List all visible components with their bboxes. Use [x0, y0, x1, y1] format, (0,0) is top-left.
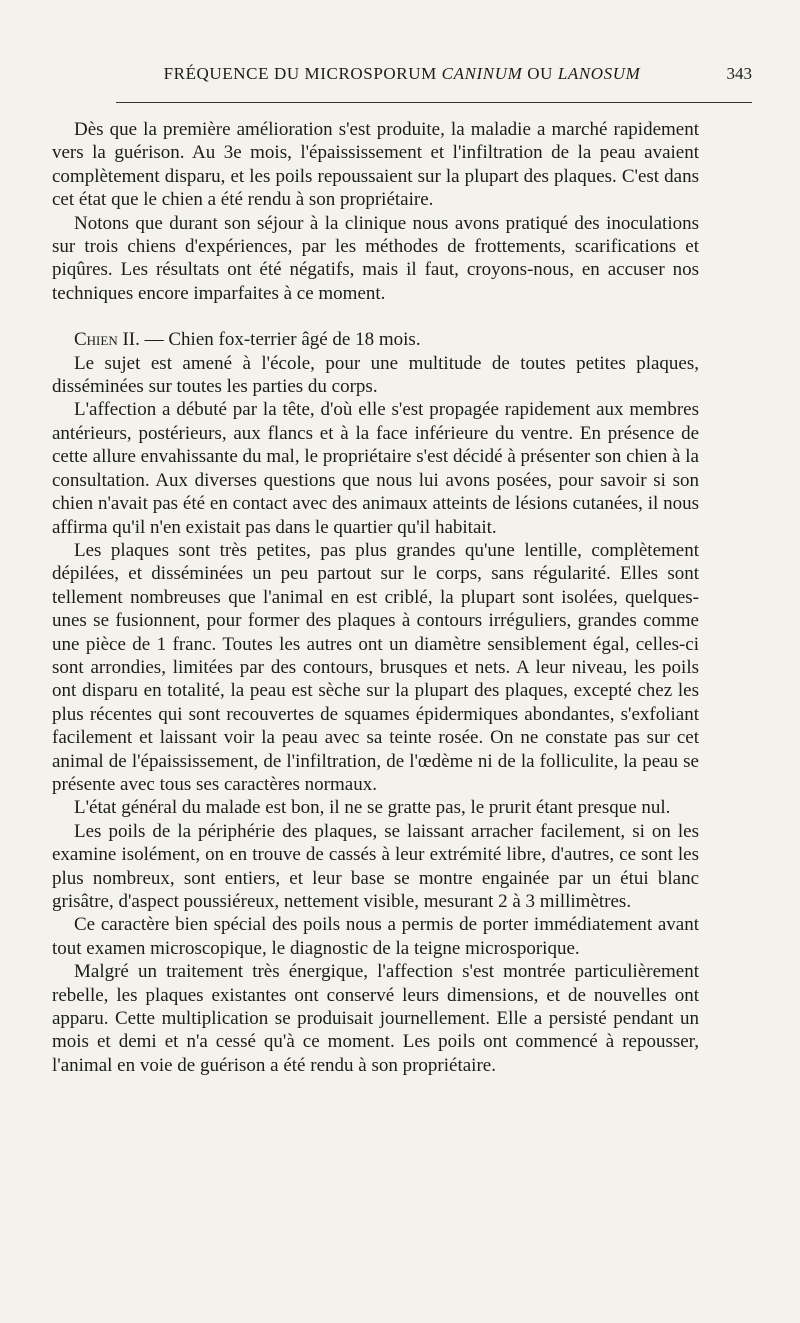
- paragraph-7: L'état général du malade est bon, il ne se gratte pas, le prurit étant presque nul.: [74, 797, 671, 819]
- page-number: 343: [726, 64, 752, 83]
- paragraph-6: Les plaques sont très petites, pas plus grandes qu'une lentille, complètement dépilées, et disséminées un peu partout sur le corps, sans régularité. Elles sont tellement nombreuses que l'animal en est criblé, la plupart sont isolées, quelques-unes se fusionnent, pour former des plaques à contours irréguliers, grandes comme une pièce de 1 franc. Toutes les autres ont un diamètre sensiblement égal, celles-ci sont arrondies, limitées par des contours, brusques et nets. A leur niveau, les poils ont disparu en totalité, la peau est sèche sur la plupart des plaques, excepté chez les plus récentes qui sont recouvertes de squames épidermiques abondantes, s'exfoliant facilement et laissant voir la peau avec sa teinte rosée. On ne constate pas sur cet animal de l'épaississement, de l'infiltration, de l'œdème ni de la folliculite, la peau se présente avec tous ses caractères normaux.: [52, 539, 699, 795]
- header-rule: [116, 102, 752, 103]
- paragraph-10: Malgré un traitement très énergique, l'affection s'est montrée particulièrement rebelle, les plaques existantes ont conservé leurs dimensions, et de nouvelles ont apparu. Cette multiplication se produisait journellement. Elle a persisté pendant un mois et demi et n'a cessé qu'à ce moment. Les poils ont commencé à repousser, l'animal en voie de guérison a été rendu à son propriétaire.: [52, 961, 699, 1076]
- paragraph-4: Le sujet est amené à l'école, pour une multitude de toutes petites plaques, disséminées sur toutes les parties du corps.: [52, 352, 699, 398]
- title-part-2: OU: [522, 64, 558, 83]
- paragraph-1: Dès que la première amélioration s'est produite, la maladie a marché rapidement vers la guérison. Au 3e mois, l'épaississement et l'infiltration de la peau avaient complètement disparu, et les poils repoussaient sur la plupart des plaques. C'est dans cet état que le chien a été rendu à son propriétaire.: [52, 119, 699, 211]
- running-head-title: [52, 64, 752, 84]
- case-description: — Chien fox-terrier âgé de 18 mois.: [139, 329, 421, 351]
- case-heading: [52, 328, 699, 351]
- title-italic-caninum: CANINUM: [441, 64, 523, 83]
- title-italic-lanosum: LANOSUM: [557, 64, 641, 83]
- case-label: Chien II.: [74, 329, 140, 351]
- paragraph-5: L'affection a débuté par la tête, d'où elle s'est propagée rapidement aux membres antérieurs, postérieurs, aux flancs et à la face inférieure du ventre. En présence de cette allure envahissante du mal, le propriétaire s'est décidé à présenter son chien à la consultation. Aux diverses questions que nous lui avons posées, pour savoir si son chien n'avait pas été en contact avec des animaux atteints de lésions cutanées, il nous affirma qu'il n'en existait pas dans le quartier qu'il habitait.: [52, 399, 699, 538]
- paragraph-8: Les poils de la périphérie des plaques, se laissant arracher facilement, si on les examine isolément, on en trouve de cassés à leur extrémité libre, d'autres, ce sont les plus nombreux, sont entiers, et leur base se montre engainée par un étui blanc grisâtre, d'aspect poussiéreux, nettement visible, mesurant 2 à 3 millimètres.: [52, 820, 699, 912]
- paragraph-9: Ce caractère bien spécial des poils nous a permis de porter immédiatement avant tout examen microscopique, le diagnostic de la teigne microsporique.: [52, 914, 699, 959]
- running-head: [52, 64, 752, 88]
- paragraph-2: Notons que durant son séjour à la clinique nous avons pratiqué des inoculations sur trois chiens d'expériences, par les méthodes de frottements, scarifications et piqûres. Les résultats ont été négatifs, mais il faut, croyons-nous, en accuser nos techniques encore imparfaites à ce moment.: [52, 212, 699, 304]
- body-text: [52, 118, 699, 1077]
- title-part-1: FRÉQUENCE DU MICROSPORUM: [163, 64, 442, 83]
